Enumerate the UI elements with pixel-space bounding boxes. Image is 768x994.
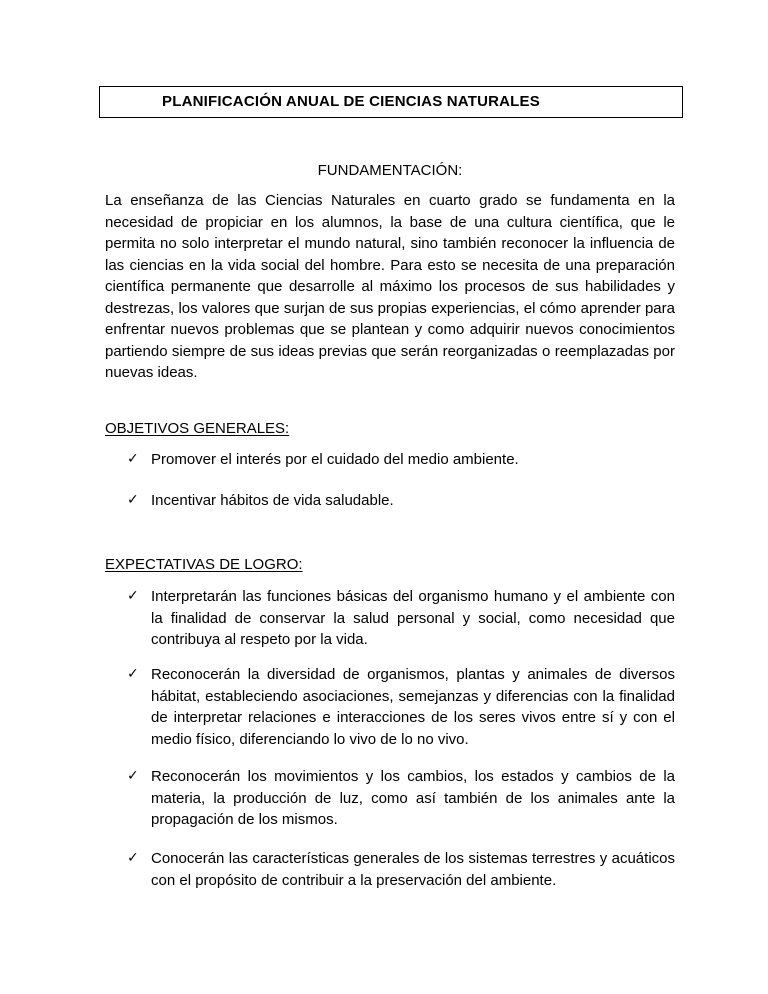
expectativas-list-2 <box>127 664 675 750</box>
objetivos-heading: OBJETIVOS GENERALES: <box>105 420 290 437</box>
check-icon: ✓ <box>127 768 139 784</box>
objetivo-text: Promover el interés por el cuidado del medio ambiente. <box>151 451 519 468</box>
expectativa-text: Interpretarán las funciones básicas del organismo humano y el ambiente con la finalidad de conservar la salud personal y social, como necesidad que contribuya al respeto por la vida. <box>151 588 675 648</box>
fundamentacion-heading-text: FUNDAMENTACIÓN: <box>317 162 463 179</box>
list-item <box>127 848 675 891</box>
expectativas-list-3 <box>127 766 675 831</box>
title-box <box>99 86 683 118</box>
expectativa-text: Reconocerán la diversidad de organismos, plantas y animales de diversos hábitat, estableciendo asociaciones, semejanzas y diferencias con la finalidad de interpretar relaciones e interacciones de los seres vivos entre sí y con el medio físico, diferenciando lo vivo de lo no vivo. <box>151 666 675 748</box>
expectativas-list-1 <box>127 586 675 651</box>
list-item <box>127 664 675 750</box>
check-icon: ✓ <box>127 492 139 508</box>
check-icon: ✓ <box>127 850 139 866</box>
check-icon: ✓ <box>127 666 139 682</box>
objetivos-list-2 <box>127 490 675 512</box>
check-icon: ✓ <box>127 451 139 467</box>
expectativa-text: Conocerán las características generales de los sistemas terrestres y acuáticos con el propósito de contribuir a la preservación del ambiente. <box>151 850 675 889</box>
list-item <box>127 766 675 831</box>
list-item <box>127 449 675 471</box>
fundamentacion-heading <box>0 162 768 179</box>
list-item <box>127 586 675 651</box>
page-title: PLANIFICACIÓN ANUAL DE CIENCIAS NATURALES <box>162 93 540 110</box>
objetivo-text: Incentivar hábitos de vida saludable. <box>151 492 394 509</box>
expectativas-list-4 <box>127 848 675 891</box>
check-icon: ✓ <box>127 588 139 604</box>
expectativas-heading: EXPECTATIVAS DE LOGRO: <box>105 556 303 573</box>
objetivos-list <box>127 449 675 471</box>
list-item <box>127 490 675 512</box>
expectativa-text: Reconocerán los movimientos y los cambios, los estados y cambios de la materia, la producción de luz, como así también de los animales ante la propagación de los mismos. <box>151 768 675 828</box>
fundamentacion-paragraph: La enseñanza de las Ciencias Naturales en cuarto grado se fundamenta en la necesidad de propiciar en los alumnos, la base de una cultura científica, que le permita no solo interpretar el mundo natural, sino también reconocer la influencia de las ciencias en la vida social del hombre. Para esto se necesita de una preparación científica permanente que desarrolle al máximo los procesos de sus habilidades y destrezas, los valores que surjan de sus propias experiencias, el cómo aprender para enfrentar nuevos problemas que se plantean y como adquirir nuevos conocimientos partiendo siempre de sus ideas previas que serán reorganizadas o reemplazadas por nuevas ideas. <box>105 192 675 381</box>
